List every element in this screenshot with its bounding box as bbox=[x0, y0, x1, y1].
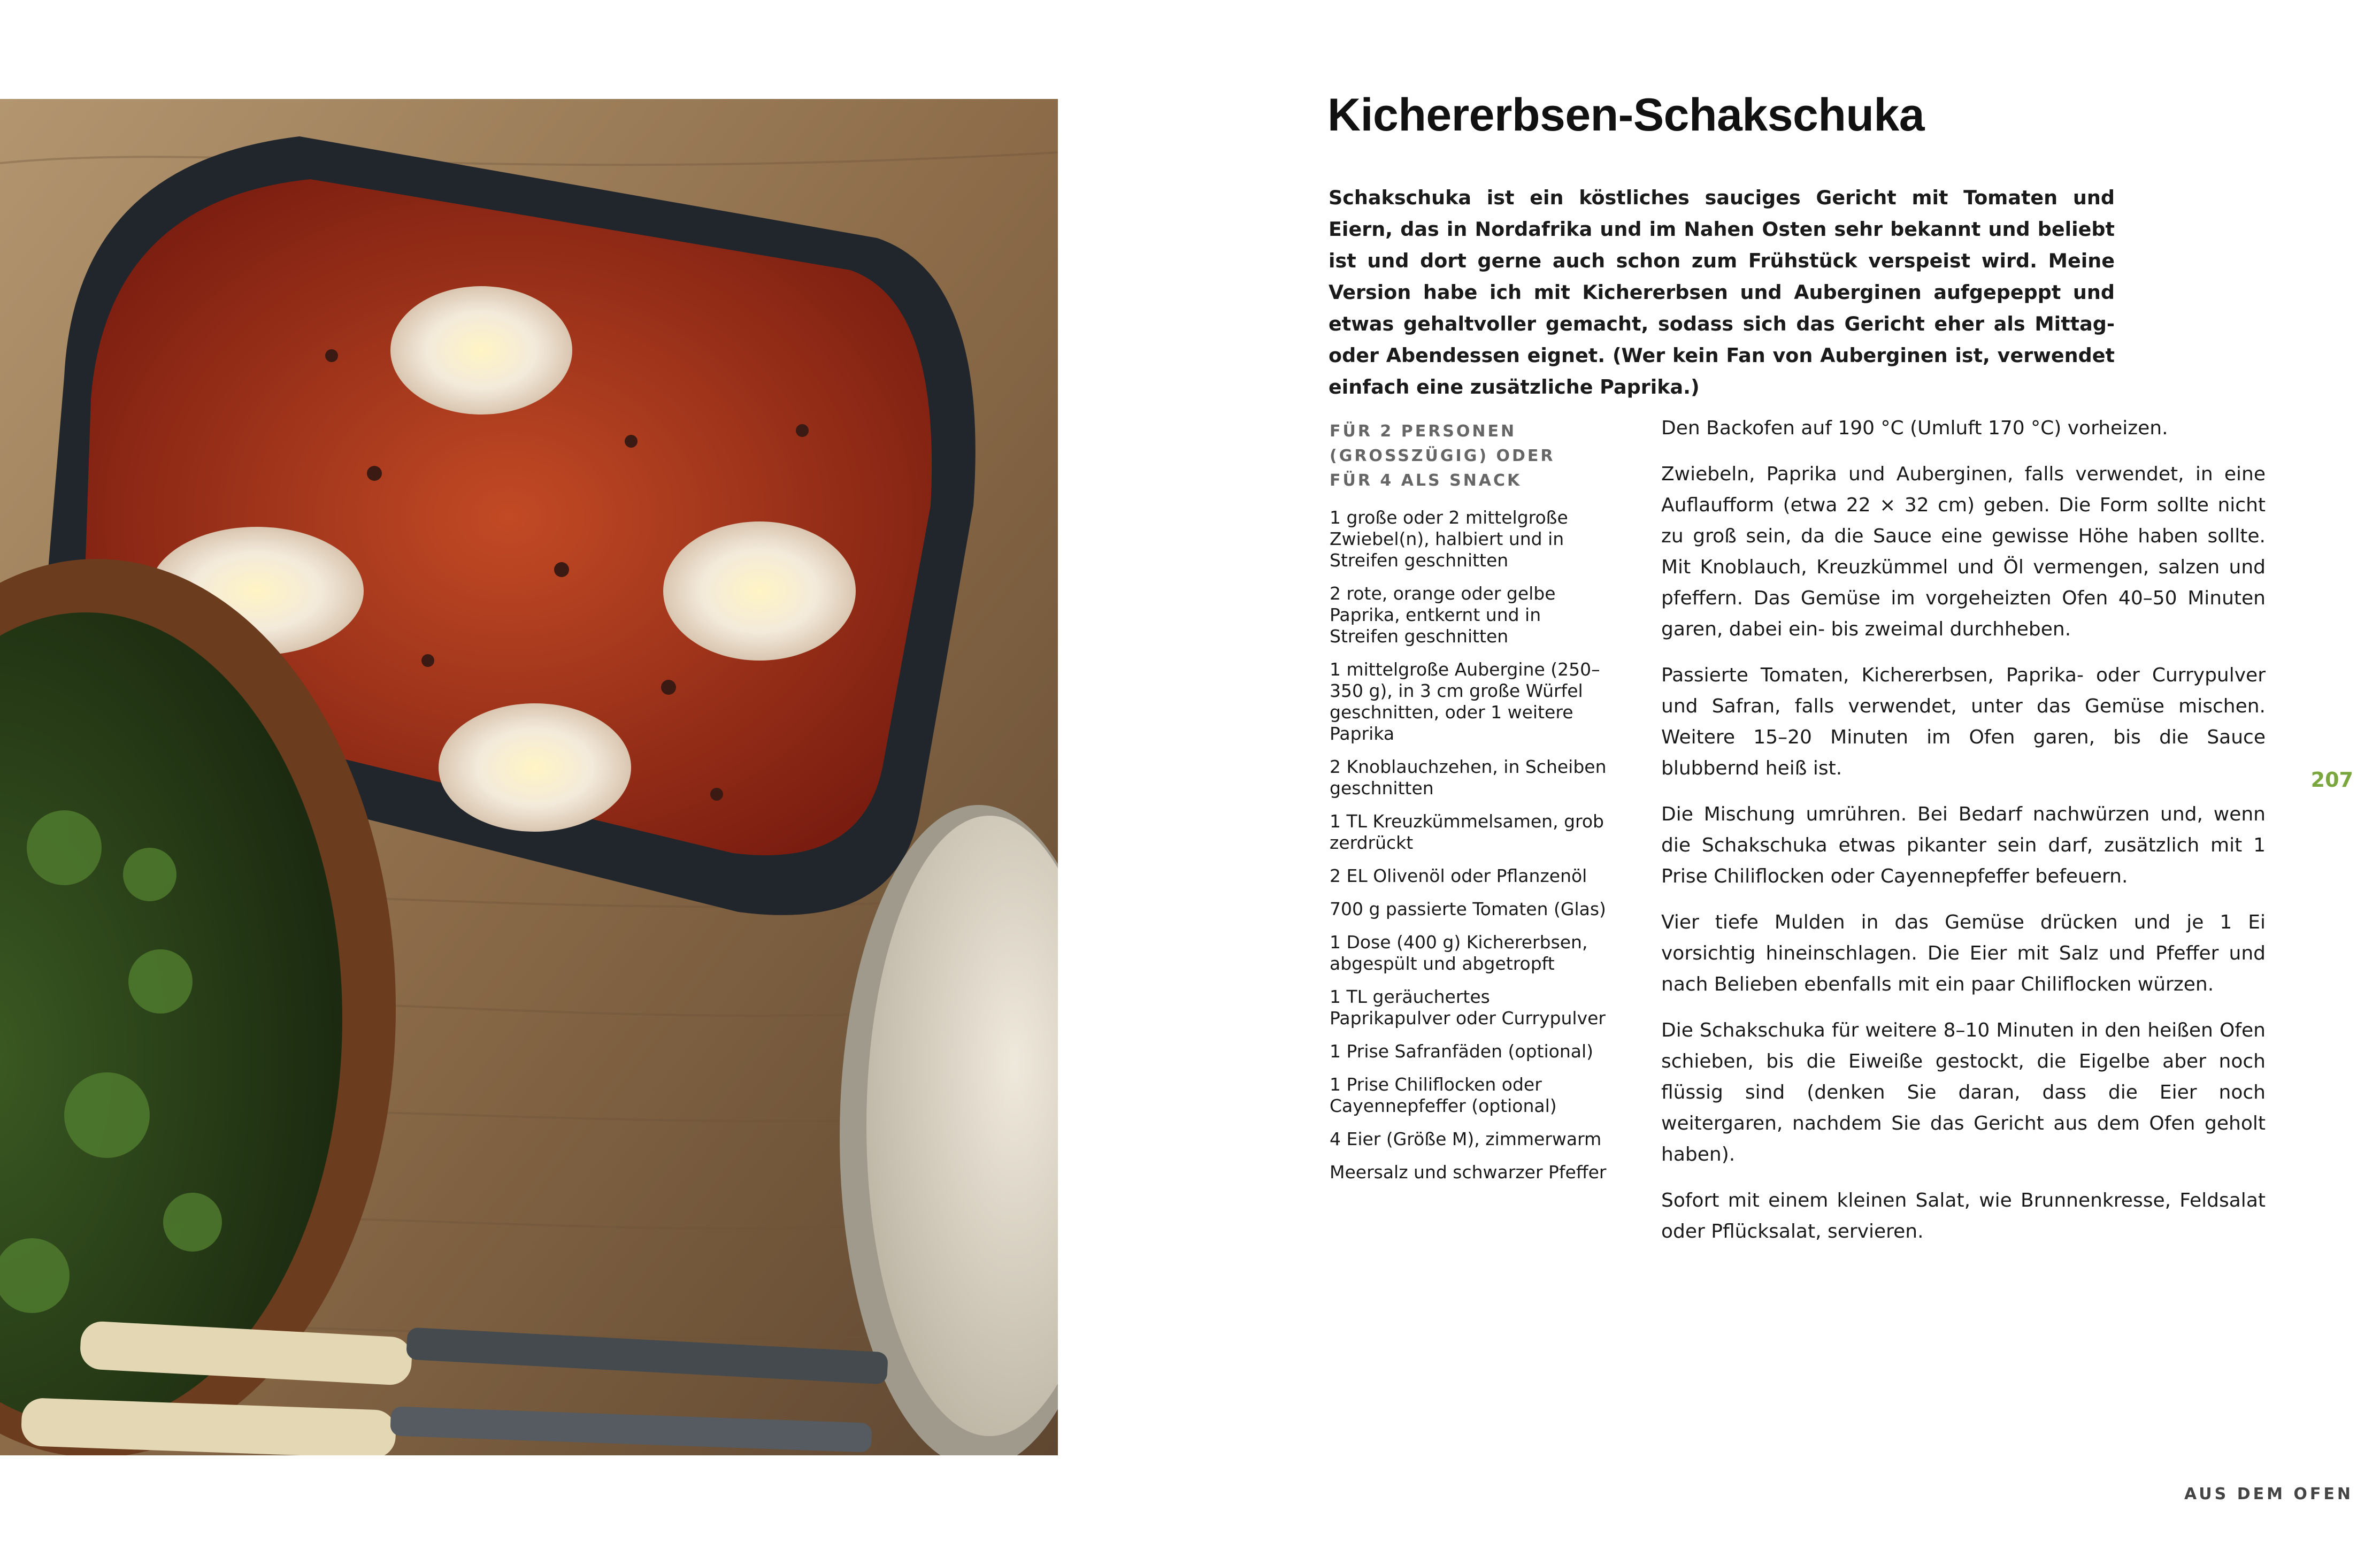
method-step: Die Mischung umrühren. Bei Bedarf nachwürzen und, wenn die Schakschuka etwas pikanter sein darf, zusätzlich mit 1 Prise Chiliflocken oder Cayennepfeffer befeuern. bbox=[1661, 803, 2266, 887]
servings-line: FÜR 4 ALS SNACK bbox=[1330, 471, 1522, 490]
method-step: Den Backofen auf 190 °C (Umluft 170 °C) vorheizen. bbox=[1661, 417, 2168, 439]
ingredient-item: 1 mittelgroße Aubergine (250–350 g), in 3 cm große Würfel geschnitten, oder 1 weitere Paprika bbox=[1330, 659, 1600, 744]
servings-line: FÜR 2 PERSONEN bbox=[1330, 422, 1517, 441]
ingredient-item: 2 EL Olivenöl oder Pflanzenöl bbox=[1330, 865, 1587, 886]
method-step: Sofort mit einem kleinen Salat, wie Brunnenkresse, Feldsalat oder Pflücksalat, servieren. bbox=[1661, 1190, 2266, 1242]
recipe-title: Kichererbsen-Schakschuka bbox=[1327, 89, 1925, 141]
method-step: Die Schakschuka für weitere 8–10 Minuten in den heißen Ofen schieben, bis die Eiweiße gestockt, die Eigelbe aber noch flüssig sind (denken Sie daran, dass die Eier noch weitergaren, nachdem Sie das Gericht aus dem Ofen geholt haben). bbox=[1661, 1019, 2266, 1165]
method-steps bbox=[1661, 413, 2266, 1262]
recipe-photo bbox=[0, 99, 1058, 1455]
ingredient-item: 1 Dose (400 g) Kichererbsen, abgespült und abgetropft bbox=[1330, 932, 1588, 974]
shakshuka-photo-illustration bbox=[0, 99, 1058, 1455]
section-footer: AUS DEM OFEN bbox=[2184, 1485, 2353, 1503]
ingredient-item: 1 Prise Chiliflocken oder Cayennepfeffer (optional) bbox=[1330, 1074, 1557, 1116]
ingredient-item: 2 rote, orange oder gelbe Paprika, entkernt und in Streifen geschnitten bbox=[1330, 583, 1556, 647]
ingredient-item: 1 TL geräuchertes Paprikapulver oder Currypulver bbox=[1330, 986, 1606, 1029]
ingredient-item: 1 Prise Safranfäden (optional) bbox=[1330, 1041, 1594, 1062]
method-step: Vier tiefe Mulden in das Gemüse drücken und je 1 Ei vorsichtig hineinschlagen. Die Eier mit Salz und Pfeffer und nach Belieben ebenfalls mit ein paar Chiliflocken würzen. bbox=[1661, 911, 2266, 995]
ingredient-item: 700 g passierte Tomaten (Glas) bbox=[1330, 899, 1606, 919]
servings-line: (GROSSZÜGIG) ODER bbox=[1330, 447, 1555, 465]
ingredient-list bbox=[1330, 507, 1608, 1195]
ingredient-item: 1 große oder 2 mittelgroße Zwiebel(n), halbiert und in Streifen geschnitten bbox=[1330, 507, 1568, 571]
ingredient-item: 4 Eier (Größe M), zimmerwarm bbox=[1330, 1129, 1602, 1149]
intro-text: Schakschuka ist ein köstliches sauciges Gericht mit Tomaten und Eiern, das in Nordafrika und im Nahen Osten sehr bekannt und beliebt ist und dort gerne auch schon zum Frühstück verspeist wird. Meine Version habe ich mit Kichererbsen und Auberginen aufgepeppt und etwas gehaltvoller gemacht, sodass sich das Gericht eher als Mittag- oder Abendessen eignet. (Wer kein Fan von Auberginen ist, verwendet einfach eine zusätzliche Paprika.) bbox=[1329, 186, 2115, 398]
servings-heading bbox=[1330, 419, 1608, 493]
method-step: Passierte Tomaten, Kichererbsen, Paprika- oder Currypulver und Safran, falls verwendet, unter das Gemüse mischen. Weitere 15–20 Minuten im Ofen garen, bis die Sauce blubbernd heiß ist. bbox=[1661, 664, 2266, 779]
ingredient-item: Meersalz und schwarzer Pfeffer bbox=[1330, 1162, 1607, 1183]
method-step: Zwiebeln, Paprika und Auberginen, falls verwendet, in eine Auflaufform (etwa 22 × 32 cm) geben. Die Form sollte nicht zu groß sein, da die Sauce eine gewisse Höhe haben sollte. Mit Knoblauch, Kreuzkümmel und Öl vermengen, salzen und pfeffern. Das Gemüse im vorgeheizten Ofen 40–50 Minuten garen, dabei ein- bis zweimal durchheben. bbox=[1661, 463, 2266, 640]
ingredient-item: 1 TL Kreuzkümmelsamen, grob zerdrückt bbox=[1330, 811, 1604, 853]
recipe-intro bbox=[1329, 182, 2115, 403]
page-number: 207 bbox=[2310, 768, 2353, 792]
ingredient-item: 2 Knoblauchzehen, in Scheiben geschnitten bbox=[1330, 756, 1607, 799]
